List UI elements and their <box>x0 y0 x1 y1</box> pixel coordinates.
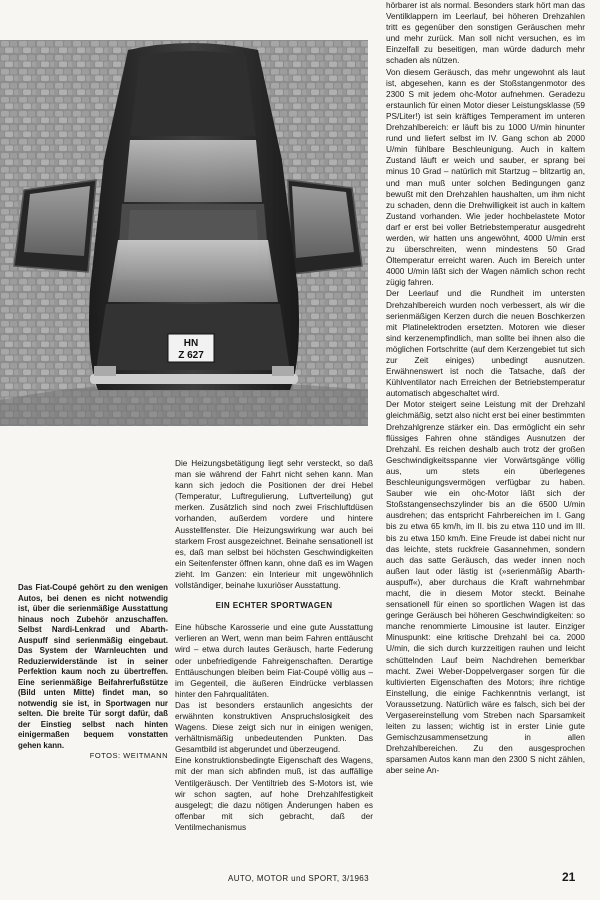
right-column <box>386 0 585 777</box>
middle-paragraph-4: Eine konstruktionsbedingte Eigenschaft des Wagens, mit der man sich abfinden muß, ist das auffällige Ventilgeräusch. Der Ventiltrieb des S-Motors ist, wie wir schon sagten, auf hohe Drehzahlfestigkeit ausgelegt; die dazu nötigen Änderungen haben es offenbar mit sich gebracht, daß der Ventilmechanismus <box>175 756 373 832</box>
license-plate-line2: Z 627 <box>178 350 204 361</box>
car-photo-illustration <box>0 40 368 426</box>
caption-text: Das Fiat-Coupé gehört zu den wenigen Autos, bei denen es nicht notwendig ist, über die serienmäßige Ausstattung hinaus noch Zubehör anzuschaffen. Selbst Nardi-Lenkrad und Abarth-Auspuff sind serienmäßig eingebaut. Das System der Warnleuchten und Reduzierwiderstände ist in seiner Perfektion kaum noch zu übertreffen. Eine serienmäßige Beifahrerfußstütze (Bild unten Mitte) findet man, so notwendig sie ist, in Sportwagen nur selten. Die breite Tür sorgt dafür, daß der Einstieg selbst nach hinten einigermaßen bequem vonstatten gehen kann. <box>18 583 168 750</box>
middle-paragraph-2: Eine hübsche Karosserie und eine gute Ausstattung verlieren an Wert, wenn man beim Fahren enttäuscht wird – etwa durch lautes Geräusch, harte Federung oder unbefriedigende Fahreigenschaften. Derartige Enttäuschungen bleiben beim Fiat-Coupé völlig aus – im Gegenteil, die äußeren Eindrücke verblassen hinter den Fahrqualitäten. <box>175 623 373 699</box>
right-paragraph-4: Der Motor steigert seine Leistung mit der Drehzahl gleichmäßig, setzt also nicht erst bei einer bestimmten Drehzahlgrenze stärker ein. Das ermöglicht ein sehr flüssiges Fahren ohne ständiges Ausnutzen der Drehzahl. Es reichen deshalb auch trotz der großen Geschwindigkeitsspanne vier Vorwärtsgänge völlig aus, um stets ein überlegenes Beschleunigungsvermögen verfügbar zu haben. Sauber wie ein ohc-Motor läßt sich der Stoßstangensechszylinder bis an die 6500 U/min ausdrehen; das entspricht Fahrbereichen im I. Gang bis zu etwa 65 km/h, im II. bis zu etwa 110 und im III. bis zu etwa 150 km/h. Eine Freude ist dabei nicht nur das leichte, stets ruckfreie Gasannehmen, sondern auch das satte Geräusch, das weder innen noch außen laut oder lästig ist (»serienmäßig Abarth-auspuff«), aber durchaus die Kraft wahrnehmbar macht, die in diesem Motor steckt. Beinahe sensationell für einen so sportlichen Wagen ist das geringe Geräusch bei höheren Geschwindigkeiten: so manche renommierte Limousine ist lauter. Einziger Minuspunkt: eine kritische Drehzahl bei ca. 2000 U/min, die sich durch kurzzeitigen rauhen und leicht schüttelnden Lauf beim Nachdrehen bemerkbar macht. Zwei Weber-Doppelvergaser sorgen für die kultivierten Eigenschaften des Motors; ihre richtige Einstellung, die einige Fachkenntnis verlangt, ist Voraussetzung. Natürlich wäre es falsch, sich bei der Vergasereinstellung vom Streben nach Sparsamkeit leiten zu lassen; wichtig ist in erster Linie gute Gemischzusammensetzung in allen Drehzahlbereichen. Zu den ausgesprochen sparsamen Autos kann man den 2300 S nicht zählen, aber seine An- <box>386 400 585 776</box>
magazine-name: AUTO, MOTOR und SPORT, 3/1963 <box>228 874 369 883</box>
page-number: 21 <box>562 870 576 884</box>
middle-paragraph-1: Die Heizungsbetätigung liegt sehr versteckt, so daß man sie während der Fahrt nicht sehen kann. Man kann sich jedoch die Positionen der drei Hebel (Temperatur, Luftregulierung, Luftverteilung) gut merken. Zusätzlich sind noch zwei Frischluftdüsen vorhanden, außerdem vordere und hintere Ausstellfenster. Die Heizungswirkung war auch bei starkem Frost ausgezeichnet. Beinahe sensationell ist es, daß man selbst bei höchsten Geschwindigkeiten ein Seitenfenster öffnen kann, ohne daß es im Wagen zieht. Im Ganzen: ein Interieur mit ungewöhnlich vollständiger, beinahe luxuriöser Ausstattung. <box>175 459 373 591</box>
right-paragraph-1: hörbarer ist als normal. Besonders stark hört man das Ventilklappern im Leerlauf, bei höheren Drehzahlen tritt es gegenüber den sonstigen Geräuschen mehr und mehr zurück. Man soll nicht versuchen, es im Einzelfall zu beseitigen, man würde dadurch mehr schaden als nützen. <box>386 1 585 66</box>
photo-caption <box>18 583 168 762</box>
license-plate-line1: HN <box>183 338 199 349</box>
middle-column <box>175 458 373 833</box>
page-footer <box>0 870 600 890</box>
photo-credit: FOTOS: WEITMANN <box>89 751 168 760</box>
right-paragraph-3: Der Leerlauf und die Rundheit im untersten Drehzahlbereich wurden noch verbessert, als wir die serienmäßigen Kerzen durch die neuen Boschkerzen mit Platinelektroden ersetzten. Motoren wie dieser sind kerzenempfindlich, man sollte bei ihnen also die möglichen Fortschritte (auf dem Kerzengebiet tut sich zur Zeit einiges) unbedingt ausnutzen. Erwähnenswert ist noch die Tatsache, daß der Kühlventilator nach Erreichen der Betriebstemperatur automatisch abgeschaltet wird. <box>386 289 585 399</box>
car-photo <box>0 40 368 426</box>
middle-paragraph-3: Das ist besonders erstaunlich angesichts der erwähnten konstruktiven Anspruchslosigkeit des Wagens. Diese zeigt sich nur in einigen wenigen, verhältnismäßig unbedeutenden Punkten. Das Gesamtbild ist abgerundet und überzeugend. <box>175 700 373 755</box>
section-heading: EIN ECHTER SPORTWAGEN <box>215 601 333 611</box>
right-paragraph-2: Von diesem Geräusch, das mehr ungewohnt als laut ist, abgesehen, kann es der Stoßstangenmotor des 2300 S mit jedem ohc-Motor aufnehmen. Geradezu erstaunlich für einen Motor dieser Leistungsklasse (59 PS/Liter!) ist sein kräftiges Temperament im unteren Drehzahlbereich: er läuft bis zu 1000 U/min hinunter rund und liefert selbst im IV. Gang schon ab 2000 U/min fühlbare Beschleunigung. Auch in kaltem Zustand läuft er weich und sauber, er sprang bei minus 10 Grad – natürlich mit Startzug – blitzartig an, und man muß unter solchen Bedingungen ganz bewußt mit den Drehzahlen haushalten, um ihm nicht zu schaden, denn die Drehwilligkeit ist auch in kaltem Zustand vorhanden. Wie jeder hochbelastete Motor darf er erst bei voller Betriebstemperatur ausgedreht werden, wir hatten uns angewöhnt, 4000 U/min erst zu überschreiten, wenn mindestens 50 Grad Öltemperatur erreicht waren. Auch im Bereich unter 4000 U/min läßt sich der Wagen nämlich schon recht zügig fahren. <box>386 67 585 288</box>
